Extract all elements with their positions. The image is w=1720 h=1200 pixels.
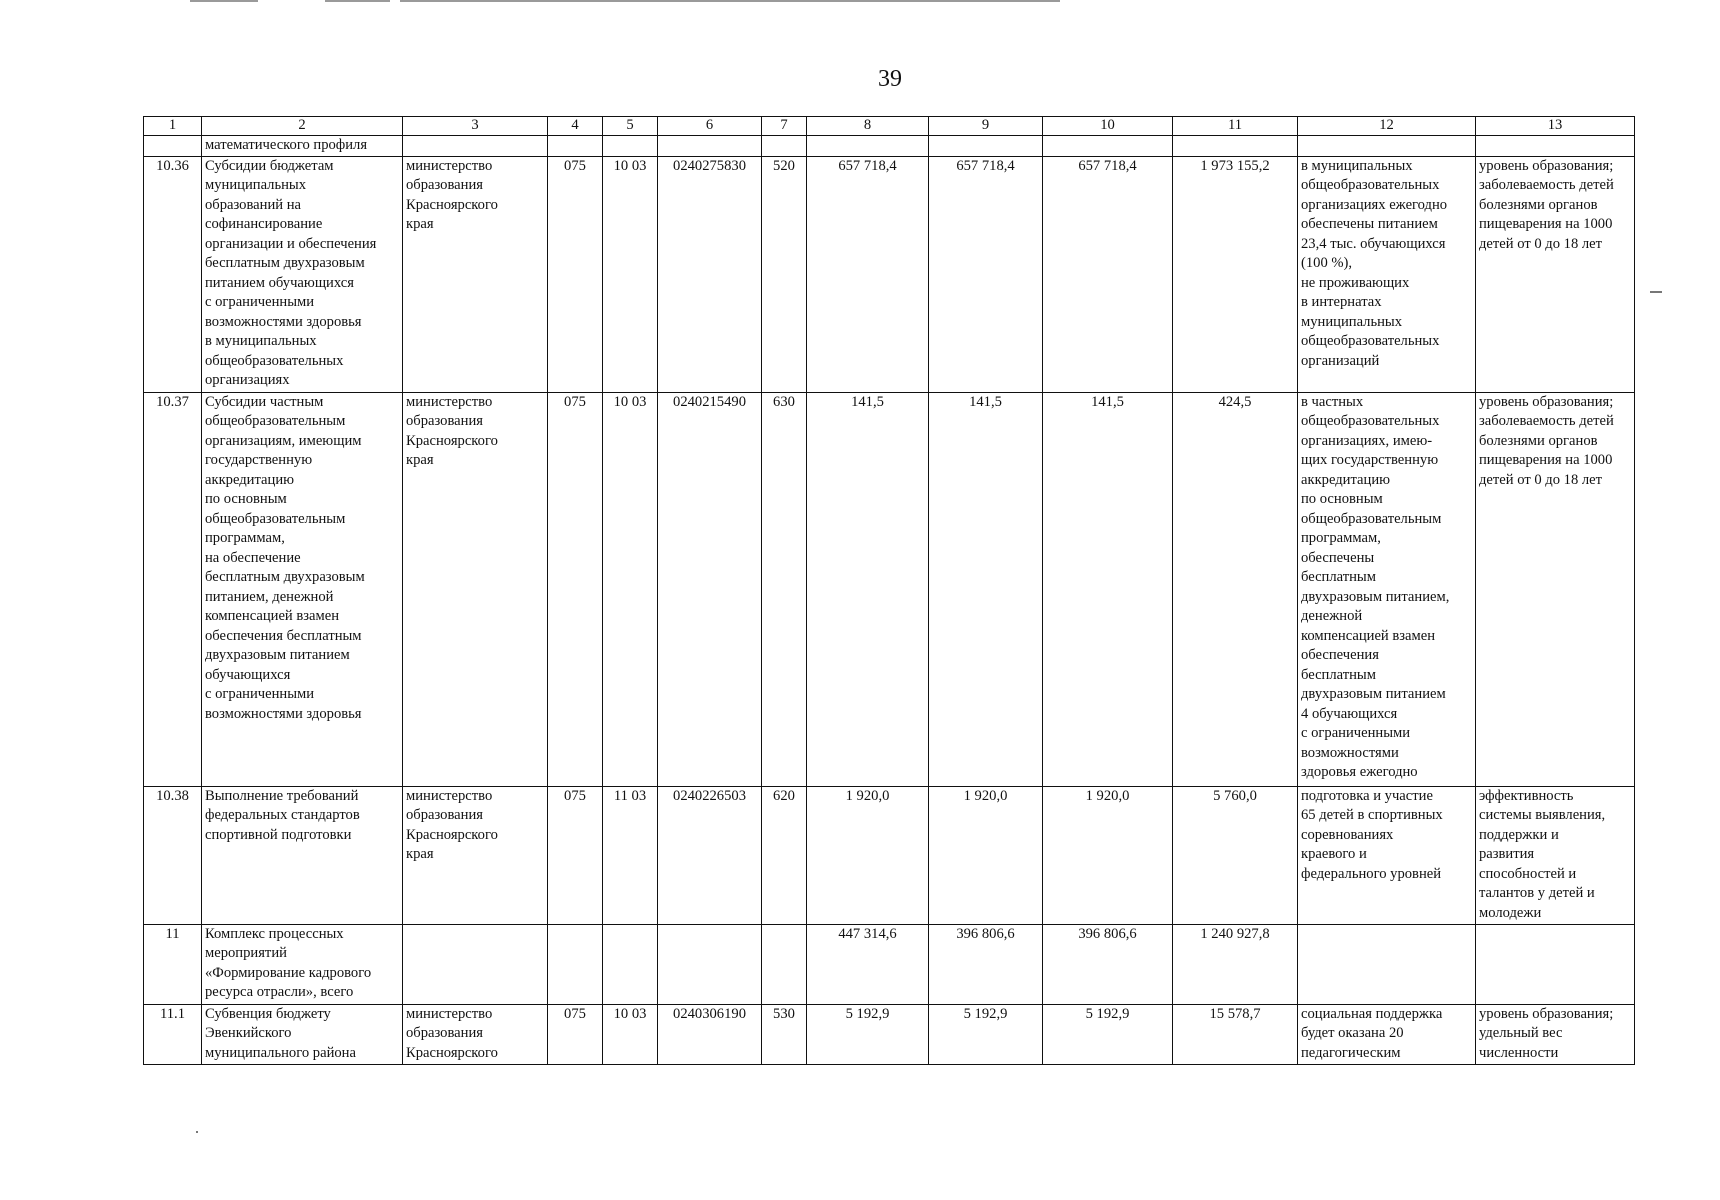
row-id: 10.37 [144,392,202,786]
vr-code: 520 [762,156,807,392]
amount-year3: 657 718,4 [1043,156,1173,392]
amount-year1: 447 314,6 [807,924,929,1004]
column-number: 3 [403,117,548,136]
indicator: уровень образования; удельный вес численности [1476,1004,1635,1064]
amount-year3: 1 920,0 [1043,786,1173,924]
executor [403,924,548,1004]
csr-code: 0240215490 [658,392,762,786]
table-row [144,156,1635,392]
amount-year3: 5 192,9 [1043,1004,1173,1064]
row-id: 10.38 [144,786,202,924]
row-id: 10.36 [144,156,202,392]
amount-year2: 657 718,4 [929,156,1043,392]
column-number: 13 [1476,117,1635,136]
column-number: 12 [1298,117,1476,136]
indicator: эффективность системы выявления, поддержки и развития способностей и талантов у детей и молодежи [1476,786,1635,924]
vr-code: 530 [762,1004,807,1064]
grbs-code: 075 [548,156,603,392]
executor: министерство образования Красноярского края [403,786,548,924]
scan-artifact-mark [196,1131,198,1133]
amount-year1: 141,5 [807,392,929,786]
table-row [144,1004,1635,1064]
indicator: уровень образования; заболеваемость детей болезнями органов пищеварения на 1000 детей от 0 до 18 лет [1476,392,1635,786]
amount-year1: 657 718,4 [807,156,929,392]
table-row [144,392,1635,786]
grbs-code [548,924,603,1004]
column-number: 1 [144,117,202,136]
expected-result: подготовка и участие 65 детей в спортивных соревнованиях краевого и федерального уровней [1298,786,1476,924]
amount-year1: 5 192,9 [807,1004,929,1064]
amount-year3: 396 806,6 [1043,924,1173,1004]
expected-result [1298,924,1476,1004]
amount-year1: 1 920,0 [807,786,929,924]
rzpr-code: 10 03 [603,392,658,786]
column-number: 9 [929,117,1043,136]
column-number: 8 [807,117,929,136]
measure-name: Выполнение требований федеральных стандартов спортивной подготовки [202,786,403,924]
grbs-code: 075 [548,786,603,924]
row-id: 11 [144,924,202,1004]
executor: министерство образования Красноярского края [403,392,548,786]
rzpr-code: 10 03 [603,156,658,392]
column-number: 11 [1173,117,1298,136]
expected-result: социальная поддержка будет оказана 20 педагогическим [1298,1004,1476,1064]
measure-name: Комплекс процессных мероприятий «Формирование кадрового ресурса отрасли», всего [202,924,403,1004]
amount-total: 5 760,0 [1173,786,1298,924]
table-row [144,924,1635,1004]
csr-code: 0240226503 [658,786,762,924]
column-number: 4 [548,117,603,136]
vr-code: 630 [762,392,807,786]
csr-code: 0240306190 [658,1004,762,1064]
executor: министерство образования Красноярского [403,1004,548,1064]
continuation-text: математического профиля [202,136,403,157]
column-number-row [144,117,1635,136]
amount-total: 15 578,7 [1173,1004,1298,1064]
rzpr-code [603,924,658,1004]
scan-artifact-mark [1650,291,1662,293]
amount-total: 1 240 927,8 [1173,924,1298,1004]
row-id: 11.1 [144,1004,202,1064]
rzpr-code: 10 03 [603,1004,658,1064]
amount-year2: 1 920,0 [929,786,1043,924]
vr-code: 620 [762,786,807,924]
grbs-code: 075 [548,1004,603,1064]
executor: министерство образования Красноярского края [403,156,548,392]
vr-code [762,924,807,1004]
amount-year2: 141,5 [929,392,1043,786]
csr-code: 0240275830 [658,156,762,392]
scan-artifact-line [190,0,258,2]
table-row [144,786,1635,924]
amount-total: 424,5 [1173,392,1298,786]
amount-total: 1 973 155,2 [1173,156,1298,392]
column-number: 6 [658,117,762,136]
continuation-row [144,136,1635,157]
amount-year2: 5 192,9 [929,1004,1043,1064]
scan-artifact-line [325,0,390,2]
column-number: 5 [603,117,658,136]
column-number: 10 [1043,117,1173,136]
measure-name: Субсидии частным общеобразовательным организациям, имеющим государственную аккредитацию по основным общеобразовательным программам, на обеспечение бесплатным двухразовым питанием, денежной компенсацией взамен обеспечения бесплатным двухразовым питанием обучающихся с ограниченными возможностями здоровья [202,392,403,786]
measure-name: Субвенция бюджету Эвенкийского муниципального района [202,1004,403,1064]
amount-year3: 141,5 [1043,392,1173,786]
csr-code [658,924,762,1004]
indicator [1476,924,1635,1004]
expected-result: в муниципальных общеобразовательных организациях ежегодно обеспечены питанием 23,4 тыс. обучающихся (100 %), не проживающих в интернатах муниципальных общеобразовательных организаций [1298,156,1476,392]
indicator: уровень образования; заболеваемость детей болезнями органов пищеварения на 1000 детей от 0 до 18 лет [1476,156,1635,392]
budget-table [143,116,1635,1065]
column-number: 7 [762,117,807,136]
measure-name: Субсидии бюджетам муниципальных образований на софинансирование организации и обеспечения бесплатным двухразовым питанием обучающихся с ограниченными возможностями здоровья в муниципальных общеобразовательных организациях [202,156,403,392]
rzpr-code: 11 03 [603,786,658,924]
amount-year2: 396 806,6 [929,924,1043,1004]
column-number: 2 [202,117,403,136]
expected-result: в частных общеобразовательных организациях, имею- щих государственную аккредитацию по основным общеобразовательным программам, обеспечены бесплатным двухразовым питанием, денежной компенсацией взамен обеспечения бесплатным двухразовым питанием 4 обучающихся с ограниченными возможностями здоровья ежегодно [1298,392,1476,786]
scan-artifact-line [400,0,1060,2]
grbs-code: 075 [548,392,603,786]
page-number: 39 [878,66,902,92]
